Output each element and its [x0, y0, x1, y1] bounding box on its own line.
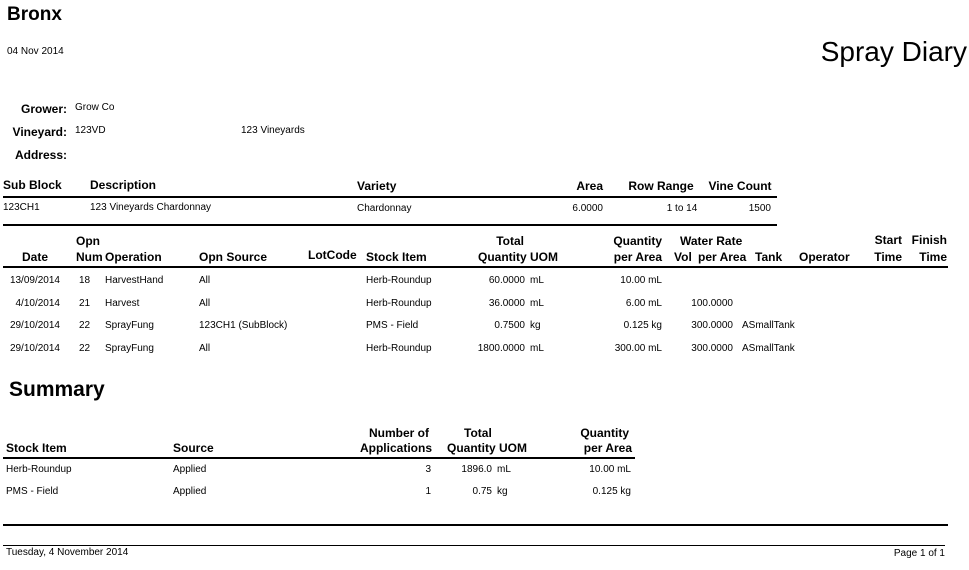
summary-title: Summary: [9, 378, 105, 401]
col-summary-total-top: Total: [464, 426, 492, 440]
cell-summary-stock: PMS - Field: [6, 486, 59, 497]
cell-num: 18: [79, 275, 91, 286]
col-operator: Operator: [799, 250, 850, 264]
col-description: Description: [90, 178, 157, 192]
cell-uom: mL: [530, 298, 544, 309]
col-variety: Variety: [357, 179, 397, 193]
cell-total: 60.0000: [488, 275, 525, 286]
cell-qty-area: 10.00 mL: [620, 275, 662, 286]
cell-operation: HarvestHand: [105, 275, 164, 286]
col-area: Area: [576, 179, 603, 193]
col-total-bottom: Quantity: [478, 250, 527, 264]
col-opn-num-top: Opn: [76, 234, 100, 248]
block-header-rule: [3, 196, 777, 198]
cell-date: 29/10/2014: [9, 343, 60, 354]
cell-summary-count: 1: [425, 486, 431, 497]
col-tank: Tank: [755, 250, 783, 264]
cell-uom: mL: [530, 275, 544, 286]
col-qty-area-top: Quantity: [613, 234, 662, 248]
col-summary-total-bottom: Quantity: [447, 441, 496, 455]
cell-description: 123 Vineyards Chardonnay: [90, 202, 212, 213]
cell-operation: Harvest: [105, 298, 140, 309]
col-summary-qty-top: Quantity: [580, 426, 629, 440]
footer-rule-top: [3, 524, 948, 526]
cell-uom: mL: [530, 343, 544, 354]
cell-total: 0.7500: [494, 320, 525, 331]
col-opn-source: Opn Source: [199, 250, 268, 264]
cell-stock: PMS - Field: [366, 320, 419, 331]
report-date: 04 Nov 2014: [7, 46, 64, 57]
col-date: Date: [22, 250, 49, 264]
col-opn-num-bottom: Num: [76, 250, 103, 264]
col-vine-count: Vine Count: [708, 179, 772, 193]
grower-value: Grow Co: [75, 102, 115, 113]
col-summary-qty-bottom: per Area: [583, 441, 632, 455]
col-sub-block: Sub Block: [3, 178, 62, 192]
col-lotcode: LotCode: [308, 248, 357, 262]
col-vol: Vol: [674, 250, 692, 264]
vineyard-code: 123VD: [75, 125, 106, 136]
cell-qty-area: 300.00 mL: [614, 343, 662, 354]
cell-summary-count: 3: [425, 464, 431, 475]
cell-summary-total: 0.75: [472, 486, 492, 497]
cell-total: 1800.0000: [477, 343, 525, 354]
cell-summary-uom: mL: [497, 464, 511, 475]
cell-uom: kg: [530, 320, 541, 331]
cell-water: 300.0000: [691, 343, 733, 354]
cell-stock: Herb-Roundup: [366, 275, 432, 286]
cell-source: All: [199, 275, 211, 286]
cell-num: 21: [79, 298, 91, 309]
cell-tank: ASmallTank: [742, 320, 795, 331]
col-start-top: Start: [874, 233, 902, 247]
footer-rule-bottom: [3, 545, 945, 546]
col-operation: Operation: [105, 250, 162, 264]
col-summary-source: Source: [173, 441, 214, 455]
cell-row-range: 1 to 14: [666, 203, 698, 214]
grower-label: Grower:: [20, 102, 67, 116]
col-finish-bottom: Time: [919, 250, 947, 264]
cell-summary-source: Applied: [173, 464, 207, 475]
site-name: Bronx: [7, 4, 62, 25]
cell-area: 6.0000: [572, 203, 603, 214]
cell-operation: SprayFung: [105, 343, 154, 354]
cell-summary-qty-area: 0.125 kg: [592, 486, 631, 497]
cell-water: 100.0000: [691, 298, 733, 309]
col-stock-item: Stock Item: [366, 250, 427, 264]
block-footer-rule: [3, 224, 777, 226]
col-water-rate: Water Rate: [680, 234, 743, 248]
col-summary-stock-item: Stock Item: [6, 441, 67, 455]
col-start-bottom: Time: [874, 250, 902, 264]
col-qty-area-bottom: per Area: [613, 250, 662, 264]
col-total-top: Total: [496, 234, 524, 248]
cell-total: 36.0000: [488, 298, 525, 309]
cell-num: 22: [79, 320, 91, 331]
col-finish-top: Finish: [911, 233, 947, 247]
cell-source: All: [199, 343, 211, 354]
cell-qty-area: 0.125 kg: [623, 320, 662, 331]
vineyard-name: 123 Vineyards: [241, 125, 305, 136]
cell-vine-count: 1500: [748, 203, 771, 214]
cell-operation: SprayFung: [105, 320, 154, 331]
cell-num: 22: [79, 343, 91, 354]
cell-qty-area: 6.00 mL: [625, 298, 662, 309]
cell-water: 300.0000: [691, 320, 733, 331]
cell-source: 123CH1 (SubBlock): [199, 320, 288, 331]
cell-summary-qty-area: 10.00 mL: [589, 464, 631, 475]
vineyard-label: Vineyard:: [12, 125, 67, 139]
ops-header-rule: [3, 266, 948, 268]
footer-date: Tuesday, 4 November 2014: [6, 547, 129, 558]
cell-date: 4/10/2014: [15, 298, 60, 309]
cell-summary-stock: Herb-Roundup: [6, 464, 72, 475]
cell-summary-total: 1896.0: [461, 464, 492, 475]
cell-date: 29/10/2014: [9, 320, 60, 331]
cell-sub-block: 123CH1: [3, 202, 40, 213]
cell-source: All: [199, 298, 211, 309]
cell-summary-source: Applied: [173, 486, 207, 497]
col-uom: UOM: [530, 250, 558, 264]
cell-tank: ASmallTank: [742, 343, 795, 354]
cell-stock: Herb-Roundup: [366, 343, 432, 354]
cell-stock: Herb-Roundup: [366, 298, 432, 309]
address-label: Address:: [14, 148, 67, 162]
col-per-area: per Area: [698, 250, 747, 264]
footer-page: Page 1 of 1: [893, 548, 945, 559]
col-summary-uom: UOM: [499, 441, 527, 455]
col-row-range: Row Range: [628, 179, 694, 193]
cell-summary-uom: kg: [497, 486, 508, 497]
cell-variety: Chardonnay: [357, 203, 412, 214]
col-summary-count-top: Number of: [369, 426, 429, 440]
cell-date: 13/09/2014: [9, 275, 60, 286]
col-summary-count-bottom: Applications: [359, 441, 432, 455]
summary-header-rule: [3, 457, 635, 459]
report-title: Spray Diary: [820, 36, 967, 67]
